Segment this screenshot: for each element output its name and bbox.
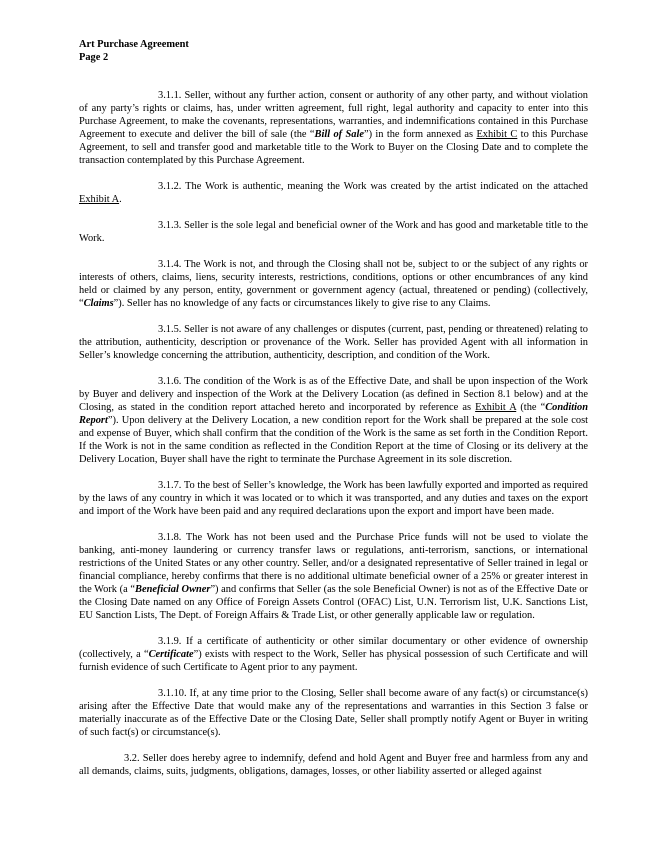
clause-3-1-7: 3.1.7. To the best of Seller’s knowledge, the Work has been lawfully exported and imported as required by the laws of any country in which it was located or to which it was transported, and any duties and taxes on the export and import of the Work have been paid and any required declarations upon the export and import have been made.	[79, 480, 588, 517]
clause-3-1-4: 3.1.4. The Work is not, and through the Closing shall not be, subject to or the subject of any rights or interests of others, claims, liens, security interests, restrictions, conditions, options or other encumbrances of any kind held or claimed by any person, entity, government or government agency (actual, threatened or pending) (collectively, “Claims”). Seller has no knowledge of any facts or circumstances likely to give rise to any Claims.	[79, 259, 588, 309]
clause-3-1-10: 3.1.10. If, at any time prior to the Closing, Seller shall become aware of any fact(s) or circumstance(s) arising after the Effective Date that would make any of the representations and warranties in this Section 3 false or materially inaccurate as of the Effective Date or the Closing Date, Seller shall promptly notify Agent or Buyer in writing of such fact(s) or circumstance(s).	[79, 688, 588, 738]
page-number: Page 2	[79, 52, 109, 63]
document-page	[79, 38, 588, 778]
clause-3-1-9: 3.1.9. If a certificate of authenticity or other similar documentary or other evidence of ownership (collectively, a “Certificate”) exists with respect to the Work, Seller has physical possession of such Certificate and will furnish evidence of such Certificate to Agent prior to any payment.	[79, 636, 588, 673]
clause-3-1-2: 3.1.2. The Work is authentic, meaning the Work was created by the artist indicated on the attached Exhibit A.	[79, 181, 588, 205]
clause-3-1-8: 3.1.8. The Work has not been used and the Purchase Price funds will not be used to violate the banking, anti-money laundering or currency transfer laws or regulations, anti-terrorism, sanctions, or international restrictions of the United States or any other country. Seller, and/or a designated representative of Seller trained in legal or financial compliance, hereby confirms that there is no additional ultimate beneficial owner of a 25% or greater interest in the Work (a “Beneficial Owner”) and confirms that Seller (as the sole Beneficial Owner) is not as of the Effective Date or the Closing Date named on any Office of Foreign Assets Control (OFAC) List, U.N. Terrorism list, U.K. Sanctions List, EU Sanction Lists, The Dept. of Foreign Affairs & Trade List, or other generally applicable law or regulation.	[79, 532, 588, 621]
defined-term-bill-of-sale: Bill of Sale	[314, 129, 364, 140]
defined-term-condition-report: Condition Report	[79, 402, 588, 426]
exhibit-a-reference: Exhibit A	[79, 194, 120, 205]
clause-3-1-3: 3.1.3. Seller is the sole legal and beneficial owner of the Work and has good and marketable title to the Work.	[79, 220, 588, 244]
clause-3-1-1: 3.1.1. Seller, without any further action, consent or authority of any other party, and without violation of any party’s rights or claims, has, under written agreement, full right, legal authority and capacity to enter into this Purchase Agreement, to make the covenants, representations, warranties, and indemnifications contained in this Purchase Agreement to execute and deliver the bill of sale (the “Bill of Sale”) in the form annexed as Exhibit C to this Purchase Agreement, to sell and transfer good and marketable title to the Work to Buyer on the Closing Date and to complete the transaction contemplated by this Purchase Agreement.	[79, 90, 589, 166]
clause-3-1-5: 3.1.5. Seller is not aware of any challenges or disputes (current, past, pending or threatened) relating to the attribution, authenticity, description or provenance of the Work. Seller has provided Agent with all information in Seller’s knowledge concerning the attribution, authenticity, description, and condition of the Work.	[79, 324, 588, 361]
defined-term-beneficial-owner: Beneficial Owner	[135, 584, 211, 595]
defined-term-certificate: Certificate	[148, 649, 194, 660]
clause-3-2: 3.2. Seller does hereby agree to indemnify, defend and hold Agent and Buyer free and harmless from any and all demands, claims, suits, judgments, obligations, damages, losses, or other liability asserted or alleged against	[79, 753, 588, 777]
document-title: Art Purchase Agreement	[79, 39, 189, 50]
clause-3-1-6: 3.1.6. The condition of the Work is as of the Effective Date, and shall be upon inspection of the Work by Buyer and delivery and inspection of the Work at the Delivery Location (as defined in Section 8.1 below) and at the Closing, as stated in the condition report attached hereto and incorporated by reference as Exhibit A (the “Condition Report”). Upon delivery at the Delivery Location, a new condition report for the Work shall be prepared at the sole cost and expense of Buyer, which shall confirm that the condition of the Work is the same as set forth in the Condition Report. If the Work is not in the same condition as reflected in the Condition Report at the time of Closing or its delivery at the Delivery Location, Buyer shall have the right to terminate the Purchase Agreement in its sole discretion.	[79, 376, 588, 465]
exhibit-c-reference: Exhibit C	[476, 129, 518, 140]
exhibit-a-reference: Exhibit A	[475, 402, 517, 413]
defined-term-claims: Claims	[83, 298, 114, 309]
